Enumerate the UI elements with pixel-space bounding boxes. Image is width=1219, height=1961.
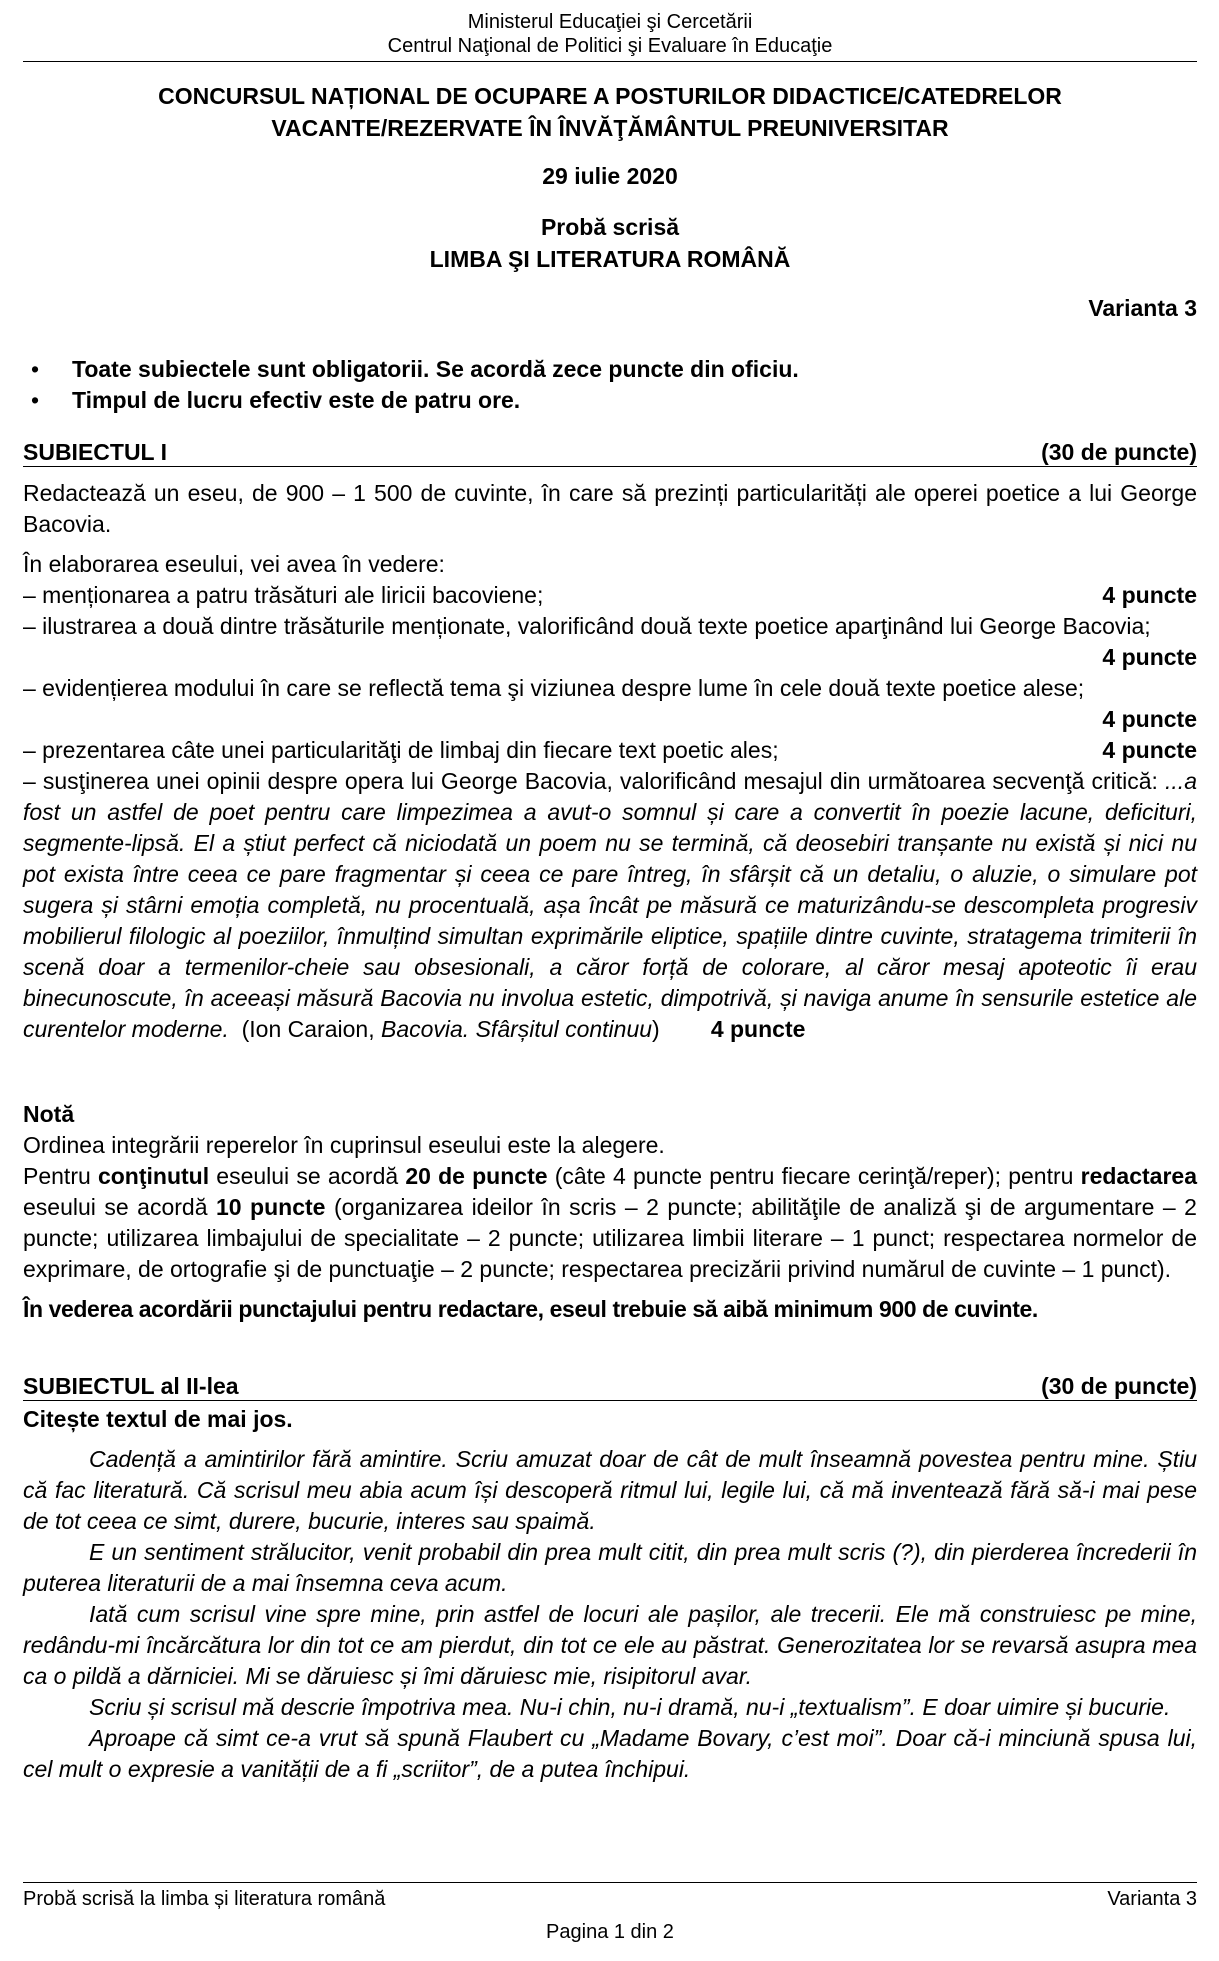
requirement-2 xyxy=(23,611,1197,642)
requirement-text: – evidențierea modului în care se reflectă tema şi viziunea despre lume în cele două texte poetice alese; xyxy=(23,675,1085,701)
exam-type: Probă scrisă xyxy=(540,214,680,240)
ministry-name: Ministerul Educaţiei şi Cercetării xyxy=(467,11,753,33)
note-order: Ordinea integrării reperelor în cuprinsul eseului este la alegere. xyxy=(23,1132,665,1158)
text-paragraph: Iată cum scrisul vine spre mine, prin astfel de locuri ale pașilor, ale trecerii. Ele mă construiesc pe mine, redându-mi încărcătura lor din tot ce am pierdut, din tot ce ele au păstrat. Generozitatea lor se revarsă asupra mea ca o pildă a dărniciei. Mi se dăruiesc și îmi dăruiesc mie, risipitorul avar. xyxy=(23,1601,1197,1689)
requirement-text: – prezentarea câte unei particularităţi de limbaj din fiecare text poetic ales; xyxy=(23,737,779,763)
requirement-text: – susţinerea unei opinii despre opera lui George Bacovia, valorificând mesajul din următoarea secvenţă critică: xyxy=(23,768,1166,794)
bullet-icon: • xyxy=(31,356,40,382)
subject-2-heading xyxy=(23,1372,1197,1401)
exam-page xyxy=(23,0,1197,1961)
subject-2-instruction: Citește textul de mai jos. xyxy=(23,1406,293,1432)
requirement-points: 4 puncte xyxy=(1102,737,1197,763)
title-line-1: CONCURSUL NAȚIONAL DE OCUPARE A POSTURILOR DIDACTICE/CATEDRELOR xyxy=(158,83,1062,109)
instruction-item: • Toate subiectele sunt obligatorii. Se acordă zece puncte din oficiu. xyxy=(23,354,1197,385)
subject-2-title: SUBIECTUL al II-lea xyxy=(23,1373,239,1399)
bullet-icon: • xyxy=(31,387,40,413)
requirement-1 xyxy=(23,580,1197,611)
exam-info xyxy=(23,211,1197,275)
subject-1-body xyxy=(23,478,1197,1045)
exam-date: 29 iulie 2020 xyxy=(542,163,678,189)
note-section xyxy=(23,1099,1197,1325)
document-header xyxy=(23,10,1197,58)
requirement-3-points: 4 puncte xyxy=(1102,706,1197,732)
text-paragraph: E un sentiment strălucitor, venit probabil din prea mult citit, din prea mult scris (?), din pierderea încrederii în puterea literaturii de a mai însemna ceva acum. xyxy=(23,1539,1197,1596)
critical-quote: ...a fost un astfel de poet pentru care limpezimea a avut-o somnul și care a convertit în poezie lacune, deficituri, segmente-lipsă. El a știut perfect că niciodată un poem nu se termină, că deosebiri tranșante nu există și nici nu pot exista între ceea ce pare fragmentar și ceea ce pare întreg, în sfârșit că un detaliu, o aluzie, o simulare pot sugera și stârni emoția completă, nu procentuală, așa încât pe măsură ce maturizându-se descompleta progresiv mobilierul filologic al poeziilor, înmulțind simultan exprimările eliptice, spațiile dintre cuvinte, stratagema trimiterii în scenă doar a termenilor-cheie sau obsesionali, a căror forță de colorare, al căror mesaj apoteotic îi erau binecunoscute, în aceeași măsură Bacovia nu involua estetic, dimpotrivă, și naviga anume în sensurile estetice ale curentelor moderne. xyxy=(23,768,1197,1042)
requirement-text: – menționarea a patru trăsături ale liricii bacoviene; xyxy=(23,582,544,608)
requirement-points: 4 puncte xyxy=(1102,582,1197,608)
note-scoring: Pentru conţinutul eseului se acordă 20 de puncte (câte 4 puncte pentru fiecare cerinţă/reper); pentru redactarea eseului se acordă 10 puncte (organizarea ideilor în scris – 2 puncte; abilităţile de analiză şi de argumentare – 2 puncte; utilizarea limbajului de specialitate – 2 puncte; utilizarea limbii literare – 1 punct; respectarea normelor de exprimare, de ortografie şi de punctuaţie – 2 puncte; respectarea precizării privind numărul de cuvinte – 1 punct). xyxy=(23,1163,1197,1282)
subject-2-body xyxy=(23,1404,1197,1785)
note-title: Notă xyxy=(23,1101,75,1127)
subject-2-points: (30 de puncte) xyxy=(1041,1373,1197,1399)
text-paragraph: Scriu și scrisul mă descrie împotriva mea. Nu-i chin, nu-i dramă, nu-i „textualism”. E doar uimire și bucurie. xyxy=(89,1694,1171,1720)
variant-label: Varianta 3 xyxy=(1088,295,1197,321)
subject-1-points: (30 de puncte) xyxy=(1041,439,1197,465)
citation-title: Bacovia. Sfârșitul continuu xyxy=(380,1016,653,1042)
note-minimum-words: În vederea acordării punctajului pentru redactare, eseul trebuie să aibă minimum 900 de cuvinte. xyxy=(23,1296,1038,1322)
instructions-list xyxy=(23,354,1197,416)
subject-1-heading xyxy=(23,438,1197,467)
requirement-3 xyxy=(23,673,1197,704)
page-footer xyxy=(23,1882,1197,1945)
requirement-text: – ilustrarea a două dintre trăsăturile menționate, valorificând două texte poetice aparţinând lui George Bacovia; xyxy=(23,613,1151,639)
subject-1-task: Redactează un eseu, de 900 – 1 500 de cuvinte, în care să prezinți particularități ale operei poetice a lui George Bacovia. xyxy=(23,480,1197,537)
title-line-2: VACANTE/REZERVATE ÎN ÎNVĂŢĂMÂNTUL PREUNIVERSITAR xyxy=(271,115,949,141)
exam-subject: LIMBA ŞI LITERATURA ROMÂNĂ xyxy=(429,246,791,272)
footer-right: Varianta 3 xyxy=(1107,1888,1197,1910)
requirement-4 xyxy=(23,735,1197,766)
requirement-5 xyxy=(23,766,1197,1045)
citation-close: ) xyxy=(652,1016,660,1042)
requirement-2-points: 4 puncte xyxy=(1102,644,1197,670)
header-divider xyxy=(23,61,1197,62)
citation-open: (Ion Caraion, xyxy=(241,1016,381,1042)
instruction-item: • Timpul de lucru efectiv este de patru ore. xyxy=(23,385,1197,416)
subject-1-intro: În elaborarea eseului, vei avea în vedere: xyxy=(23,551,445,577)
subject-1-title: SUBIECTUL I xyxy=(23,439,167,465)
requirement-points: 4 puncte xyxy=(710,1016,806,1042)
footer-left: Probă scrisă la limba și literatura română xyxy=(23,1888,386,1910)
page-title xyxy=(23,80,1197,144)
page-number: Pagina 1 din 2 xyxy=(546,1921,674,1943)
text-paragraph: Cadență a amintirilor fără amintire. Scriu amuzat doar de cât de mult înseamnă povestea pentru mine. Știu că fac literatură. Că scrisul meu abia acum își descoperă ritmul lui, legile lui, că mă inventează fără să-i mai pese de tot ceea ce simt, durere, bucurie, interes sau spaimă. xyxy=(23,1446,1197,1534)
center-name: Centrul Naţional de Politici şi Evaluare în Educaţie xyxy=(387,35,833,57)
text-paragraph: Aproape că simt ce-a vrut să spună Flaubert cu „Madame Bovary, c’est moi”. Doar că-i minciună spusa lui, cel mult o expresie a vanității de a fi „scriitor”, de a putea închipui. xyxy=(23,1725,1197,1782)
